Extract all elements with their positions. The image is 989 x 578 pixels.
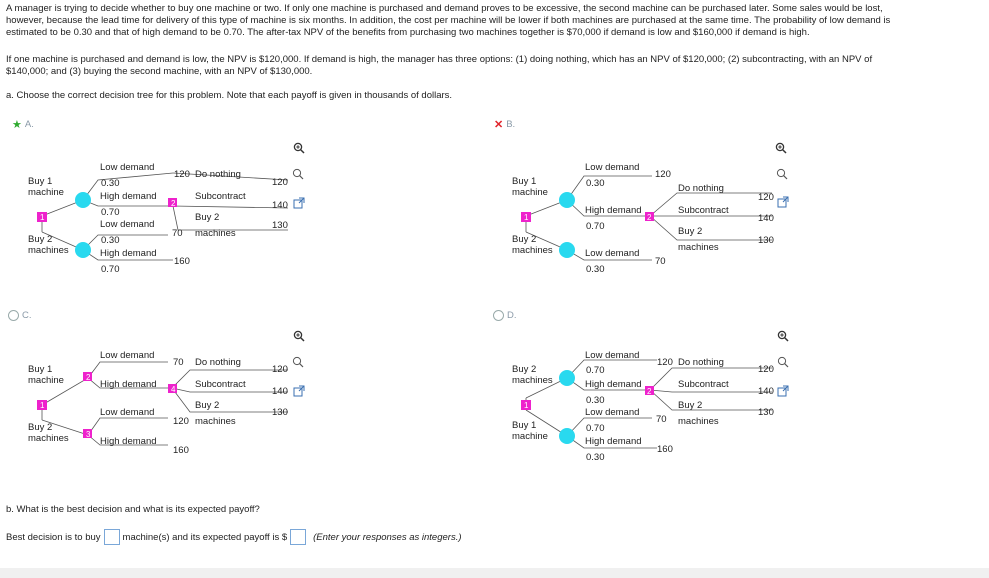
buy2b-label: Buy 2 xyxy=(678,226,703,237)
outcome: 130 xyxy=(758,235,774,246)
payoff: 120 xyxy=(174,169,190,180)
probability: 0.30 xyxy=(586,264,605,275)
chance-node xyxy=(559,192,575,208)
high-demand-label: High demand xyxy=(100,191,157,202)
node-1-num: 1 xyxy=(524,213,529,222)
problem-line: estimated to be 0.30 and that of high demand to be 0.70. The after-tax NPV of the benefits from purchasing two machines together is $70,000 if demand is low and $160,000 if demand is high. xyxy=(6,27,810,38)
problem-line: however, because the lead time for delivery of this type of machine is six months. In addition, the cost per machine will be lower if both machines are purchased at the same time. The probability of low demand is xyxy=(6,15,891,26)
low-demand-label: Low demand xyxy=(585,248,640,259)
low-demand-label: Low demand xyxy=(585,350,640,361)
chance-node xyxy=(559,370,575,386)
part-a-prompt: a. Choose the correct decision tree for this problem. Note that each payoff is given in thousands of dollars. xyxy=(6,90,453,101)
buy2-label: Buy 2 machines xyxy=(512,364,553,386)
footer-bar xyxy=(0,568,989,578)
outcome: 120 xyxy=(272,177,288,188)
option-d-label: D. xyxy=(507,310,517,321)
node-2-num: 2 xyxy=(171,199,176,208)
chance-node xyxy=(75,192,91,208)
zoom-icon[interactable] xyxy=(776,168,788,180)
outcome: 140 xyxy=(758,386,774,397)
probability: 0.30 xyxy=(101,178,120,189)
do-nothing-label: Do nothing xyxy=(195,357,241,368)
low-demand-label: Low demand xyxy=(100,350,155,361)
low-demand-label: Low demand xyxy=(100,162,155,173)
problem-text-2 xyxy=(6,54,981,78)
option-c-label: C. xyxy=(22,310,32,321)
answer-text-1: Best decision is to buy xyxy=(6,531,101,543)
payoff: 70 xyxy=(656,414,667,425)
low-demand-label: Low demand xyxy=(100,407,155,418)
problem-line: A manager is trying to decide whether to buy one machine or two. If only one machine is purchased and demand proves to be excessive, the second machine can be purchased later. Some sales would be lost, xyxy=(6,3,883,14)
chance-node xyxy=(559,242,575,258)
high-demand-label: High demand xyxy=(100,248,157,259)
probability: 0.30 xyxy=(586,178,605,189)
high-demand-label: High demand xyxy=(585,436,642,447)
zoom-icon[interactable] xyxy=(777,330,789,342)
zoom-icon[interactable] xyxy=(292,168,304,180)
buy1-label: Buy 1 machine xyxy=(28,364,64,386)
buy2b-label: Buy 2 xyxy=(195,212,220,223)
radio-d[interactable] xyxy=(493,310,504,321)
buy2-label: Buy 2 machines xyxy=(512,234,553,256)
tree-a-lines xyxy=(28,140,358,290)
probability: 0.30 xyxy=(586,452,605,463)
payoff: 160 xyxy=(657,444,673,455)
high-demand-label: High demand xyxy=(585,205,642,216)
payoff: 70 xyxy=(655,256,666,267)
zoom-icon[interactable] xyxy=(775,142,787,154)
buy2b-label: Buy 2 xyxy=(195,400,220,411)
probability: 0.70 xyxy=(586,423,605,434)
probability: 0.70 xyxy=(586,221,605,232)
chance-node xyxy=(75,242,91,258)
zoom-icon[interactable] xyxy=(293,330,305,342)
option-c[interactable] xyxy=(8,310,32,321)
correct-star-icon: ★ xyxy=(12,119,22,131)
problem-line: $140,000; and (3) buying the second machine, with an NPV of $130,000. xyxy=(6,66,313,77)
option-d[interactable] xyxy=(493,310,517,321)
node-4-num: 4 xyxy=(171,385,176,394)
node-1-num: 1 xyxy=(524,401,529,410)
outcome: 120 xyxy=(758,364,774,375)
buy2-label: Buy 2 machines xyxy=(28,422,69,444)
problem-text xyxy=(6,3,981,39)
zoom-icon[interactable] xyxy=(777,356,789,368)
do-nothing-label: Do nothing xyxy=(678,183,724,194)
problem-line: If one machine is purchased and demand is low, the NPV is $120,000. If demand is high, the manager has three options: (1) doing nothing, which has an NPV of $120,000; (2) subcontracting, with an NPV of xyxy=(6,54,873,65)
buy1-label: Buy 1 machine xyxy=(512,420,548,442)
part-b-prompt: b. What is the best decision and what is its expected payoff? xyxy=(6,504,260,515)
high-demand-label: High demand xyxy=(100,436,157,447)
payoff-input[interactable] xyxy=(290,529,306,545)
answer-line xyxy=(6,529,462,545)
low-demand-label: Low demand xyxy=(585,407,640,418)
subcontract-label: Subcontract xyxy=(195,191,246,202)
popout-icon[interactable] xyxy=(293,197,305,209)
radio-c[interactable] xyxy=(8,310,19,321)
machines-label: machines xyxy=(195,416,236,427)
outcome: 130 xyxy=(272,220,288,231)
do-nothing-label: Do nothing xyxy=(678,357,724,368)
node-3-num: 3 xyxy=(86,430,91,439)
payoff: 70 xyxy=(172,228,183,239)
tree-c xyxy=(28,330,358,480)
payoff: 160 xyxy=(173,445,189,456)
payoff: 70 xyxy=(173,357,184,368)
option-a-label: A. xyxy=(24,119,34,130)
do-nothing-label: Do nothing xyxy=(195,169,241,180)
option-b[interactable] xyxy=(494,118,515,131)
probability: 0.70 xyxy=(101,264,120,275)
popout-icon[interactable] xyxy=(777,385,789,397)
popout-icon[interactable] xyxy=(777,196,789,208)
buy1-label: Buy 1 machine xyxy=(28,176,64,198)
machines-label: machines xyxy=(678,242,719,253)
buy2b-label: Buy 2 xyxy=(678,400,703,411)
machines-label: machines xyxy=(678,416,719,427)
option-b-label: B. xyxy=(506,119,516,130)
subcontract-label: Subcontract xyxy=(678,205,729,216)
payoff: 120 xyxy=(173,416,189,427)
payoff: 160 xyxy=(174,256,190,267)
incorrect-x-icon: ✕ xyxy=(494,119,504,131)
subcontract-label: Subcontract xyxy=(195,379,246,390)
tree-c-lines xyxy=(28,330,358,480)
machines-input[interactable] xyxy=(104,529,120,545)
answer-hint: (Enter your responses as integers.) xyxy=(313,531,462,543)
answer-text-2: machine(s) and its expected payoff is $ xyxy=(122,531,288,543)
tree-b xyxy=(512,140,842,290)
probability: 0.30 xyxy=(101,235,120,246)
outcome: 140 xyxy=(758,213,774,224)
node-1-num: 1 xyxy=(40,401,45,410)
outcome: 130 xyxy=(272,407,288,418)
popout-icon[interactable] xyxy=(293,385,305,397)
low-demand-label: Low demand xyxy=(100,219,155,230)
tree-a xyxy=(28,140,358,290)
outcome: 120 xyxy=(272,364,288,375)
tree-d xyxy=(512,330,842,480)
payoff: 120 xyxy=(655,169,671,180)
tree-d-lines xyxy=(512,330,842,480)
zoom-icon[interactable] xyxy=(293,142,305,154)
node-2-num: 2 xyxy=(647,213,652,222)
chance-node xyxy=(559,428,575,444)
buy2-label: Buy 2 machines xyxy=(28,234,69,256)
payoff: 120 xyxy=(657,357,673,368)
outcome: 140 xyxy=(272,386,288,397)
machines-label: machines xyxy=(195,228,236,239)
node-1-num: 1 xyxy=(40,213,45,222)
probability: 0.30 xyxy=(586,395,605,406)
node-2-num: 2 xyxy=(647,387,652,396)
high-demand-label: High demand xyxy=(100,379,157,390)
outcome: 120 xyxy=(758,192,774,203)
buy1-label: Buy 1 machine xyxy=(512,176,548,198)
outcome: 140 xyxy=(272,200,288,211)
outcome: 130 xyxy=(758,407,774,418)
probability: 0.70 xyxy=(101,207,120,218)
option-a[interactable] xyxy=(12,118,34,131)
zoom-icon[interactable] xyxy=(292,356,304,368)
tree-b-lines xyxy=(512,140,842,290)
high-demand-label: High demand xyxy=(585,379,642,390)
node-2-num: 2 xyxy=(86,373,91,382)
subcontract-label: Subcontract xyxy=(678,379,729,390)
low-demand-label: Low demand xyxy=(585,162,640,173)
probability: 0.70 xyxy=(586,365,605,376)
